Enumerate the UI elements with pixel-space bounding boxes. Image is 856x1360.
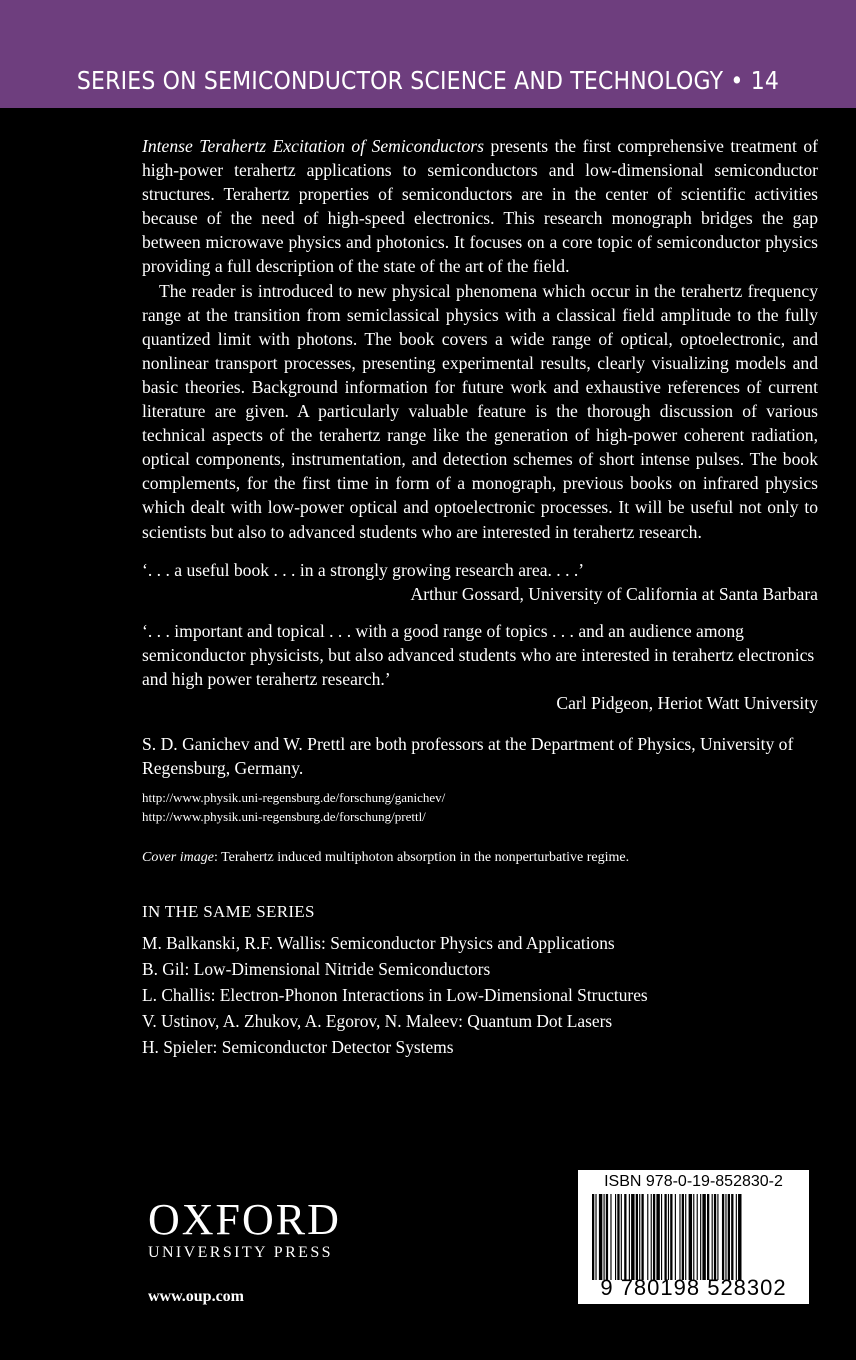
author-info — [142, 732, 818, 826]
barcode-bar — [641, 1194, 643, 1280]
back-cover-content — [142, 134, 818, 1076]
barcode-bar — [714, 1194, 716, 1280]
author-urls — [142, 788, 818, 826]
publisher-website: www.oup.com — [148, 1288, 245, 1305]
barcode-bar — [722, 1194, 724, 1280]
barcode-bar — [693, 1194, 694, 1280]
description-paragraph-1 — [142, 134, 818, 279]
barcode-digits: 9 780198 528302 — [600, 1275, 787, 1300]
barcode-bar — [615, 1194, 616, 1280]
series-item: H. Spieler: Semiconductor Detector Systems — [142, 1037, 454, 1058]
book-title: Intense Terahertz Excitation of Semiconductors — [142, 136, 484, 156]
author-url-ganichev: http://www.physik.uni-regensburg.de/forschung/ganichev/ — [142, 790, 446, 806]
barcode-bar — [728, 1194, 730, 1280]
barcode-bar — [717, 1194, 718, 1280]
publisher-logo — [148, 1195, 341, 1262]
series-item: L. Challis: Electron-Phonon Interactions in Low-Dimensional Structures — [142, 985, 648, 1006]
barcode-bar — [621, 1194, 622, 1280]
barcode-bar — [682, 1194, 684, 1280]
barcode-bar — [639, 1194, 640, 1280]
barcode-bar — [697, 1194, 698, 1280]
barcode-bar — [679, 1194, 680, 1280]
barcode-bar — [653, 1194, 655, 1280]
barcode-bar — [685, 1194, 686, 1280]
barcode-bar — [624, 1194, 626, 1280]
barcode-bar — [668, 1194, 669, 1280]
isbn-label: ISBN 978-0-19-852830-2 — [604, 1173, 783, 1190]
description-paragraph-2: The reader is introduced to new physical phenomena which occur in the terahertz frequency range at the transition from semiclassical physics with a classical field amplitude to the fully quantized limit with photons. The book covers a wide range of optical, optoelectronic, and nonlinear transport processes, presenting experimental results, clearly visualizing models and basic theories. Background information for future work and exhaustive references of current literature are given. A particularly valuable feature is the thorough discussion of various technical aspects of the terahertz range like the generation of high-power coherent radiation, optical components, instrumentation, and detection schemes of short intense pulses. The book complements, for the first time in form of a monograph, previous books on infrared physics which dealt with low-power optical and optoelectronic processes. It will be useful not only to scientists but also to advanced students who are interested in terahertz research. — [142, 280, 818, 542]
review-quote-1: ‘. . . a useful book . . . in a strongly growing research area. . . .’ — [142, 559, 585, 580]
barcode-bar — [629, 1194, 630, 1280]
isbn-barcode — [578, 1170, 809, 1304]
barcode-bar — [731, 1194, 733, 1280]
barcode-bar — [656, 1194, 659, 1280]
barcode-bar — [700, 1194, 701, 1280]
cover-credit-text: : Terahertz induced multiphoton absorption in the nonperturbative regime. — [213, 850, 630, 866]
description-paragraph-1-text: presents the first comprehensive treatment of high-power terahertz applications to semiconductors and low-dimensional semiconductor structures. Terahertz properties of semiconductors are in the center of scientific activities because of the need of high-speed electronics. This research monograph bridges the gap between microwave physics and photonics. It focuses on a core topic of semiconductor physics providing a full description of the state of the art of the field. — [142, 136, 818, 277]
barcode-bar — [689, 1194, 692, 1280]
author-url-prettl: http://www.physik.uni-regensburg.de/forschung/prettl/ — [142, 809, 426, 825]
barcode-bar — [599, 1194, 602, 1280]
barcode-bar — [604, 1194, 605, 1280]
cover-image-credit — [142, 850, 818, 866]
barcode-bar — [595, 1194, 596, 1280]
barcode-bars — [592, 1194, 796, 1280]
barcode-bar — [606, 1194, 608, 1280]
barcode-bar — [661, 1194, 662, 1280]
barcode-bar — [610, 1194, 611, 1280]
barcode-bar — [647, 1194, 648, 1280]
review-attribution-1: Arthur Gossard, University of California at Santa Barbara — [410, 583, 818, 604]
cover-credit-label: Cover image — [142, 850, 214, 866]
series-item: B. Gil: Low-Dimensional Nitride Semiconductors — [142, 959, 491, 980]
author-bio: S. D. Ganichev and W. Prettl are both professors at the Department of Physics, University of Regensburg, Germany. — [142, 734, 794, 779]
barcode-bar — [675, 1194, 676, 1280]
series-item: M. Balkanski, R.F. Wallis: Semiconductor Physics and Applications — [142, 933, 615, 954]
barcode-bar — [617, 1194, 619, 1280]
same-series-list — [142, 930, 818, 1060]
publisher-subname: UNIVERSITY PRESS — [148, 1244, 333, 1261]
series-item: V. Ustinov, A. Zhukov, A. Egorov, N. Maleev: Quantum Dot Lasers — [142, 1011, 613, 1032]
barcode-bar — [670, 1194, 672, 1280]
same-series-heading: IN THE SAME SERIES — [142, 902, 315, 922]
barcode-bar — [707, 1194, 709, 1280]
barcode-bar — [592, 1194, 594, 1280]
barcode-bar — [738, 1194, 741, 1280]
barcode-bar — [651, 1194, 652, 1280]
review-quote-2: ‘. . . important and topical . . . with a good range of topics . . . and an audience among semiconductor physicists, but also advanced students who are interested in terahertz electronics and high power terahertz research.’ — [142, 620, 815, 689]
barcode-bar — [736, 1194, 737, 1280]
review-attribution-2: Carl Pidgeon, Heriot Watt University — [556, 693, 818, 714]
series-banner — [0, 0, 856, 108]
barcode-bar — [712, 1194, 713, 1280]
barcode-bar — [631, 1194, 634, 1280]
review-quotes — [142, 558, 818, 716]
publisher-name: OXFORD — [148, 1195, 341, 1244]
series-title: SERIES ON SEMICONDUCTOR SCIENCE AND TECHNOLOGY • 14 — [76, 66, 780, 95]
barcode-bar — [725, 1194, 726, 1280]
barcode-bar — [664, 1194, 666, 1280]
barcode-bar — [702, 1194, 705, 1280]
barcode-bar — [636, 1194, 638, 1280]
